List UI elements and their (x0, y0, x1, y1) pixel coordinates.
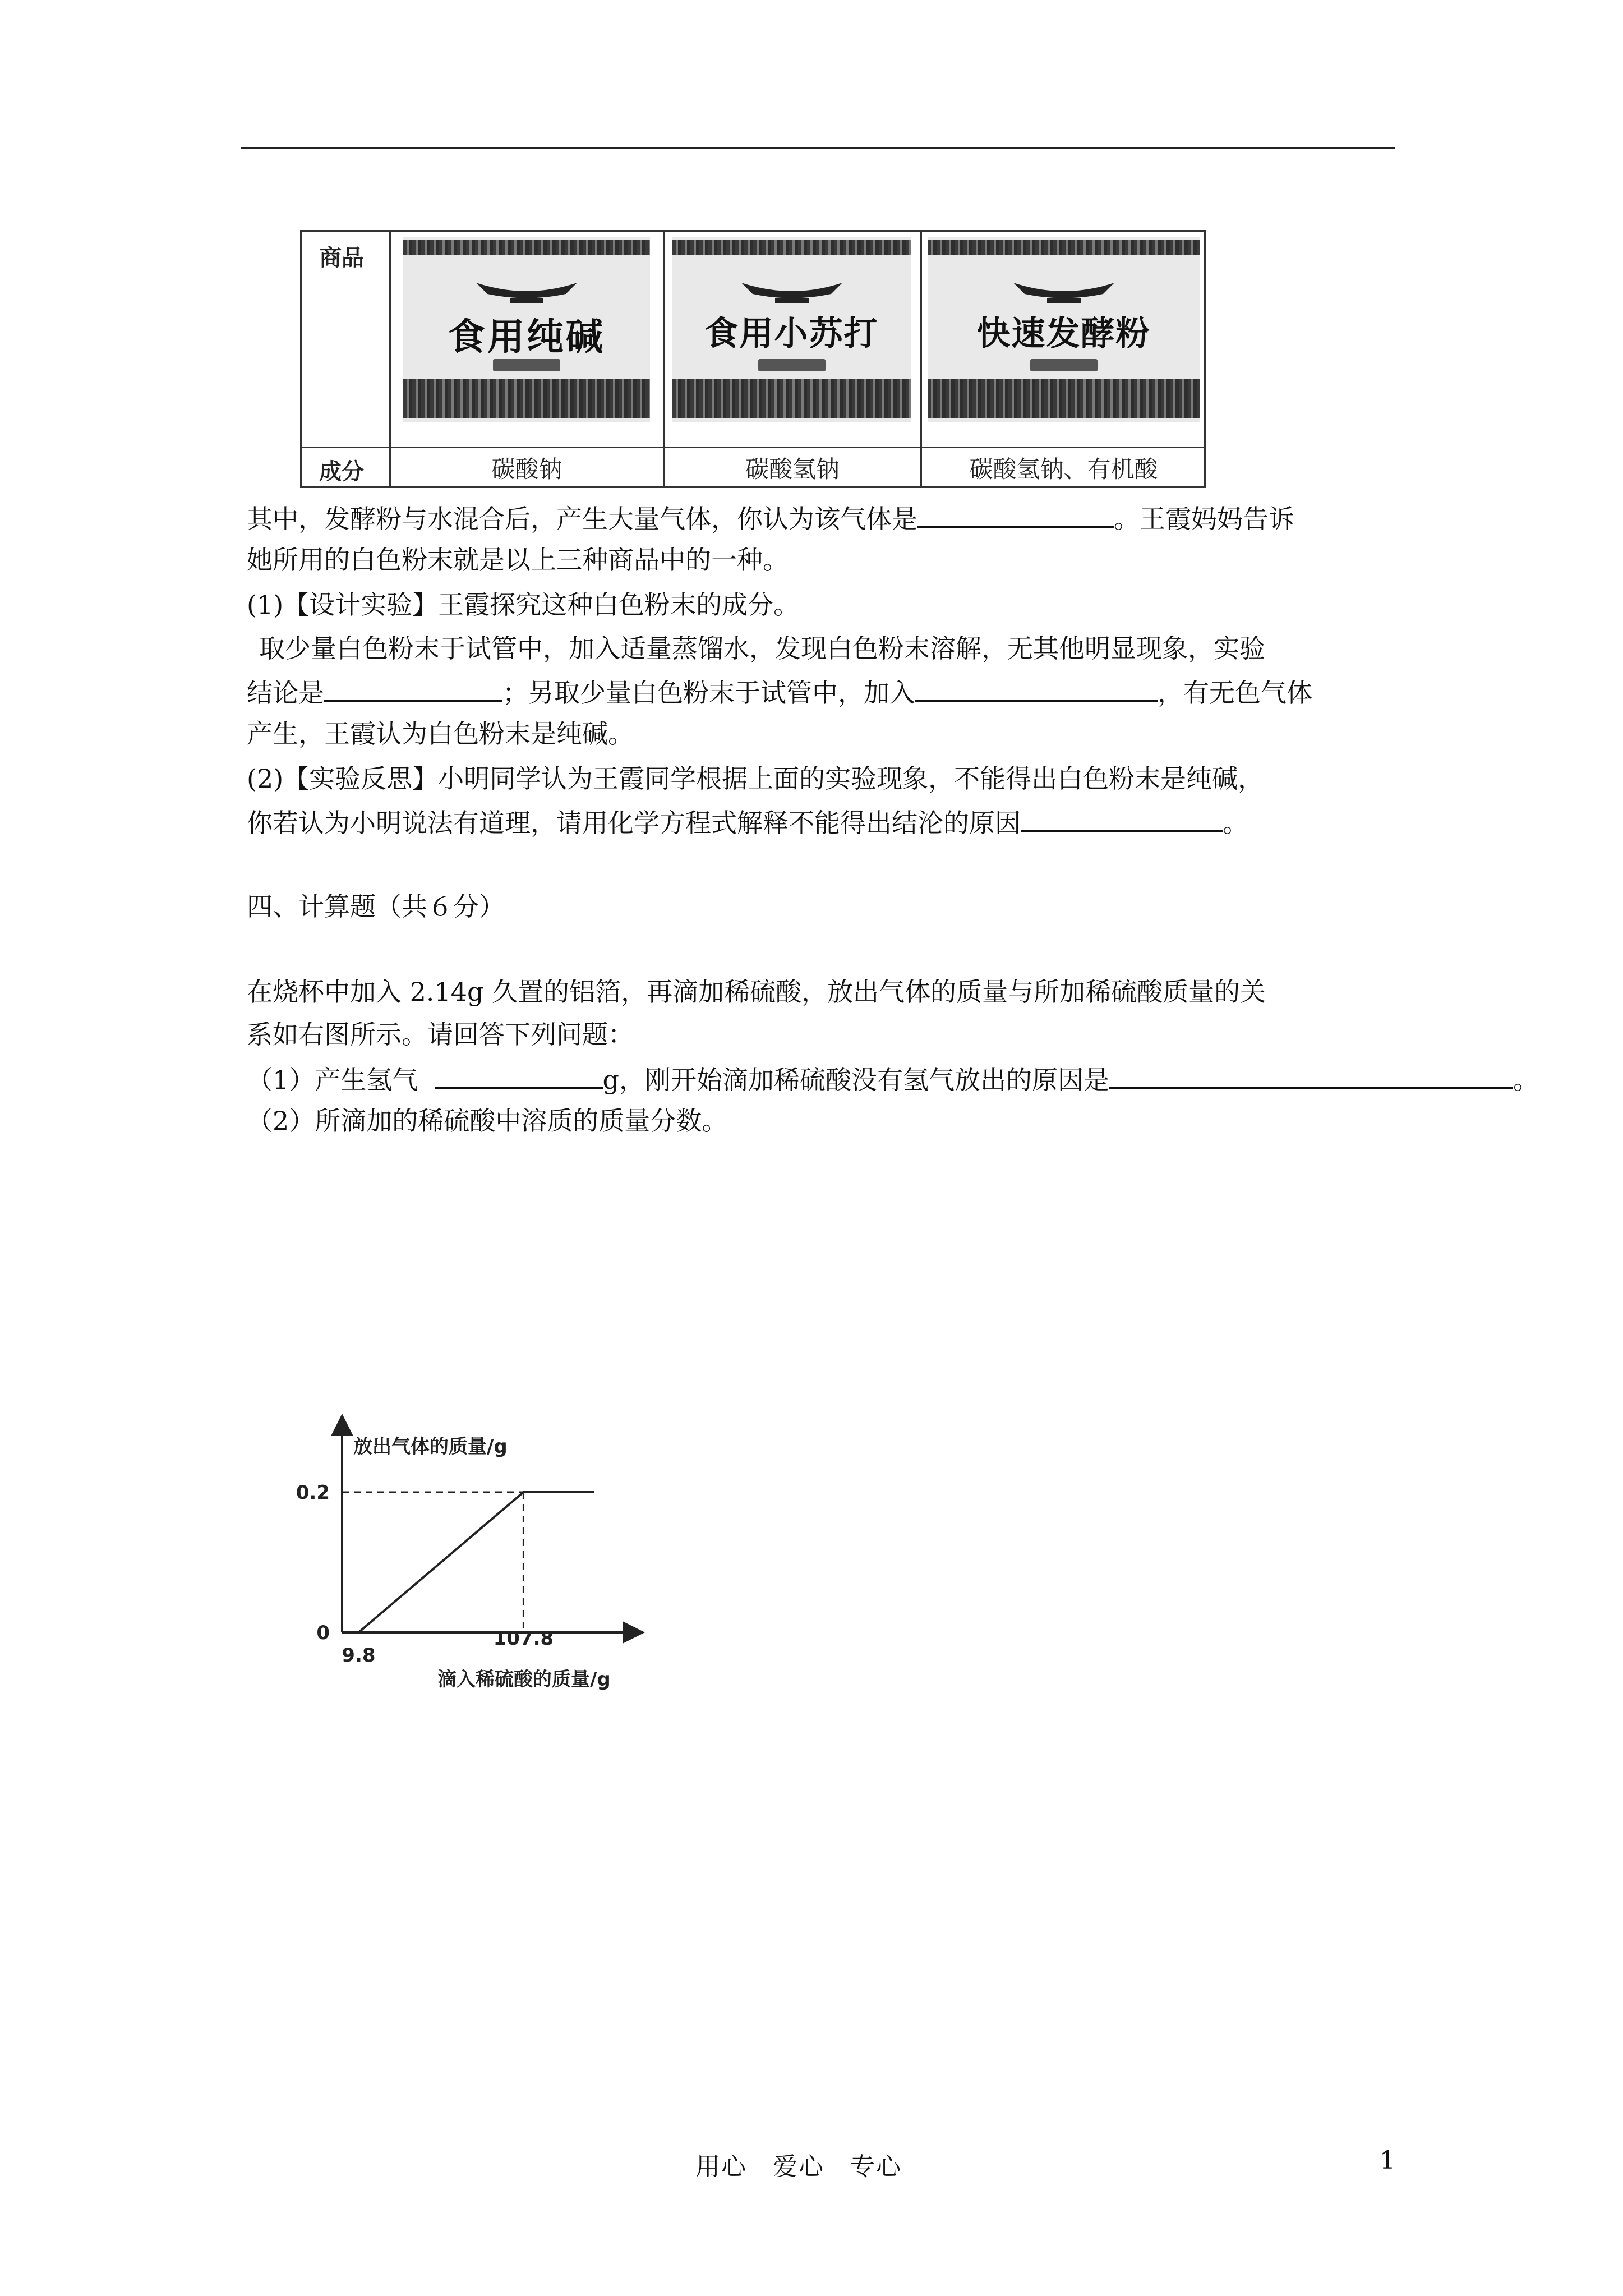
answer-blank-equation[interactable] (1021, 800, 1223, 832)
ingredient-cell: 碳酸氢钠、有机酸 (969, 455, 1158, 483)
product-subtitle (493, 359, 560, 371)
y-tick-label: 0.2 (296, 1481, 330, 1504)
text-line (247, 800, 1248, 844)
package-band (928, 240, 1200, 255)
text-line: 取少量白色粉末于试管中，加入适量蒸馏水，发现白色粉末溶解，无其他明显现象，实验 (259, 633, 1265, 664)
text-line (247, 496, 1294, 540)
x-axis-label: 滴入稀硫酸的质量/g (437, 1668, 611, 1691)
series-line (358, 1492, 594, 1632)
question-2-heading: (2)【实验反思】小明同学认为王霞同学根据上面的实验现象，不能得出白色粉末是纯碱， (247, 763, 1264, 794)
text-segment: 。 (1513, 1065, 1539, 1095)
text-segment: （1）产生氢气 (247, 1065, 418, 1095)
row-label-ingredient: 成分 (319, 458, 364, 485)
text-segment: 你若认为小明说法有道理，请用化学方程式解释不能得出结沦的原因 (247, 808, 1021, 838)
x-tick-label: 107.8 (493, 1627, 554, 1650)
page-number: 1 (1380, 2146, 1395, 2175)
text-segment: 结论是 (247, 678, 324, 708)
text-segment: ，有无色气体 (1158, 678, 1312, 708)
product-package-baking-powder (928, 237, 1200, 422)
text-segment: 其中，发酵粉与水混合后，产生大量气体，你认为该气体是 (247, 504, 917, 534)
section-title: 四、计算题（共６分） (247, 891, 505, 922)
product-name: 食用小苏打 (704, 314, 879, 353)
question-1-heading: (1)【设计实验】王霞探究这种白色粉末的成分。 (247, 590, 800, 620)
package-band (403, 240, 650, 255)
table-row-divider (302, 447, 1204, 448)
text-line: 她所用的白色粉末就是以上三种商品中的一种。 (247, 545, 789, 575)
product-package-soda (403, 237, 650, 422)
answer-blank-hydrogen-mass[interactable] (435, 1057, 603, 1089)
y-axis-label: 放出气体的质量/g (353, 1435, 508, 1458)
text-line: （2）所滴加的稀硫酸中溶质的质量分数。 (247, 1106, 728, 1136)
product-package-baking-soda (672, 237, 911, 422)
chart-svg (286, 1408, 690, 1700)
x-tick-label: 9.8 (342, 1644, 376, 1667)
text-line: 系如右图所示。请回答下列问题： (247, 1019, 634, 1050)
gas-mass-chart (286, 1408, 690, 1700)
answer-blank-reagent[interactable] (915, 670, 1158, 702)
text-segment: 。 (1223, 808, 1248, 838)
text-line: 在烧杯中加入 2.14g 久置的铝箔，再滴加稀硫酸，放出气体的质量与所加稀硫酸质量的关 (247, 977, 1266, 1007)
package-band (928, 379, 1200, 418)
brand-logo-icon (1008, 277, 1120, 305)
package-band (403, 379, 650, 418)
answer-blank-reason[interactable] (1109, 1057, 1513, 1089)
ingredient-cell: 碳酸钠 (491, 455, 562, 483)
brand-logo-icon (471, 277, 583, 305)
package-band (672, 240, 911, 255)
product-subtitle (1030, 359, 1098, 371)
row-label-product: 商品 (319, 245, 364, 271)
product-name: 食用纯碱 (448, 315, 605, 358)
brand-logo-icon (736, 277, 848, 305)
ingredient-cell: 碳酸氢钠 (745, 455, 840, 483)
product-subtitle (758, 359, 826, 371)
text-line (247, 1057, 1539, 1101)
text-segment: 。王霞妈妈告诉 (1114, 504, 1294, 534)
text-segment: ；另取少量白色粉末于试管中，加入 (502, 678, 915, 708)
header-rule (241, 147, 1395, 149)
answer-blank-conclusion[interactable] (324, 670, 502, 702)
footer-text: 用心 爱心 专心 (695, 2152, 902, 2181)
y-tick-label: 0 (316, 1622, 330, 1644)
product-table (300, 230, 1206, 488)
text-line (247, 670, 1312, 714)
text-line: 产生，王霞认为白色粉末是纯碱。 (247, 719, 634, 749)
text-segment: g，刚开始滴加稀硫酸没有氢气放出的原因是 (602, 1065, 1109, 1095)
package-band (672, 379, 911, 418)
product-name: 快速发酵粉 (976, 314, 1151, 353)
answer-blank-gas[interactable] (917, 496, 1114, 528)
